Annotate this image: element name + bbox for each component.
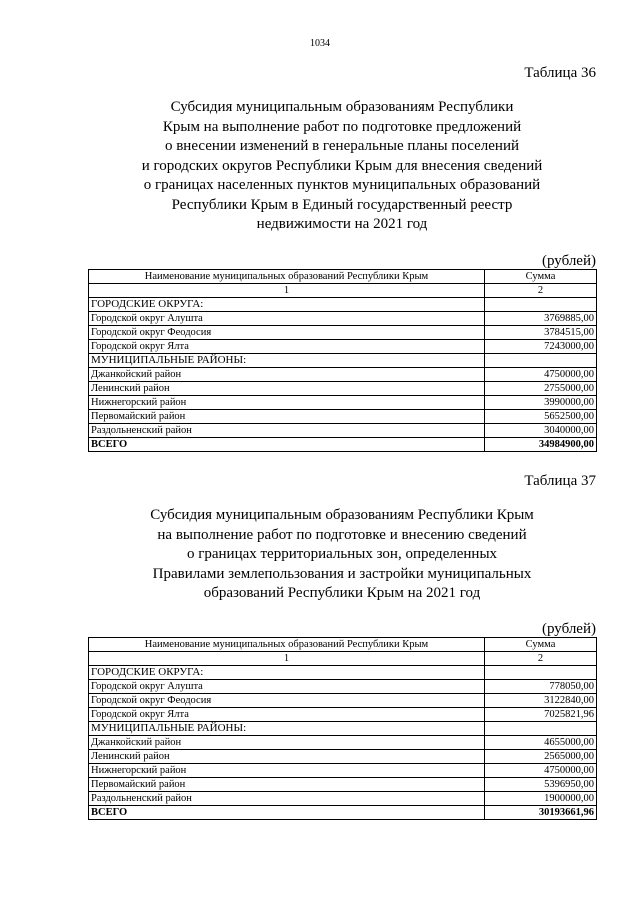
row-sum: 3122840,00 [485, 693, 597, 707]
page-number: 1034 [310, 38, 330, 49]
header-name: Наименование муниципальных образований Республики Крым [89, 269, 485, 283]
group-label: МУНИЦИПАЛЬНЫЕ РАЙОНЫ: [89, 353, 485, 367]
table-total-row [89, 437, 597, 451]
table-label: Таблица 37 [524, 473, 596, 489]
title-line: Республики Крым в Единый государственный реестр [171, 196, 513, 213]
empty-cell [485, 721, 597, 735]
column-number: 2 [485, 283, 597, 297]
title-line: недвижимости на 2021 год [256, 216, 428, 232]
row-name: Джанкойский район [89, 367, 485, 381]
data-table [88, 269, 597, 452]
empty-cell [485, 665, 597, 679]
table-row [89, 735, 597, 749]
title-line: Субсидия муниципальным образованиям Республики Крым [150, 507, 534, 523]
table-header-row [89, 637, 597, 651]
table-title [107, 506, 577, 604]
table-column-numbers-row [89, 283, 597, 297]
column-number: 2 [485, 651, 597, 665]
table-group-row [89, 721, 597, 735]
row-name: Первомайский район [89, 777, 485, 791]
row-name: Нижнегорский район [89, 395, 485, 409]
table-total-row [89, 805, 597, 819]
title-line: о границах территориальных зон, определенных [186, 546, 498, 562]
total-label: ВСЕГО [89, 805, 485, 819]
table-row [89, 409, 597, 423]
group-label: ГОРОДСКИЕ ОКРУГА: [89, 665, 485, 679]
header-sum: Сумма [485, 269, 597, 283]
column-number: 1 [89, 651, 485, 665]
table-row [89, 381, 597, 395]
row-sum: 3784515,00 [485, 325, 597, 339]
table-row [89, 339, 597, 353]
row-name: Ленинский район [89, 381, 485, 395]
row-sum: 778050,00 [485, 679, 597, 693]
title-line: и городских округов Республики Крым для внесения сведений [141, 157, 543, 174]
table-title [107, 98, 577, 235]
table-row [89, 423, 597, 437]
table-row [89, 749, 597, 763]
table-row [89, 763, 597, 777]
table-row [89, 325, 597, 339]
row-name: Городской округ Алушта [89, 679, 485, 693]
table-section-36 [88, 64, 596, 452]
table-group-row [89, 297, 597, 311]
row-sum: 5652500,00 [485, 409, 597, 423]
header-sum: Сумма [485, 637, 597, 651]
table-group-row [89, 353, 597, 367]
total-label: ВСЕГО [89, 437, 485, 451]
row-sum: 4655000,00 [485, 735, 597, 749]
units-label: (рублей) [541, 252, 596, 269]
row-name: Нижнегорский район [89, 763, 485, 777]
table-group-row [89, 665, 597, 679]
row-name: Городской округ Ялта [89, 707, 485, 721]
row-sum: 3990000,00 [485, 395, 597, 409]
row-sum: 1900000,00 [485, 791, 597, 805]
row-name: Раздольненский район [89, 423, 485, 437]
units-label: (рублей) [541, 620, 596, 637]
row-name: Джанкойский район [89, 735, 485, 749]
table-row [89, 777, 597, 791]
title-line: Крым на выполнение работ по подготовке предложений [162, 118, 522, 135]
table-column-numbers-row [89, 651, 597, 665]
table-row [89, 311, 597, 325]
title-line: образований Республики Крым на 2021 год [203, 585, 481, 601]
row-sum: 5396950,00 [485, 777, 597, 791]
empty-cell [485, 297, 597, 311]
table-label: Таблица 36 [524, 65, 596, 81]
total-sum: 34984900,00 [485, 437, 597, 451]
row-name: Раздольненский район [89, 791, 485, 805]
data-table [88, 637, 597, 820]
row-name: Городской округ Феодосия [89, 693, 485, 707]
title-line: о внесении изменений в генеральные планы поселений [164, 138, 520, 154]
header-name: Наименование муниципальных образований Республики Крым [89, 637, 485, 651]
row-sum: 3769885,00 [485, 311, 597, 325]
row-name: Городской округ Ялта [89, 339, 485, 353]
title-line: Правилами землепользования и застройки муниципальных [152, 565, 532, 582]
title-line: Субсидия муниципальным образованиям Республики [170, 99, 514, 115]
row-sum: 2565000,00 [485, 749, 597, 763]
row-sum: 7025821,96 [485, 707, 597, 721]
group-label: ГОРОДСКИЕ ОКРУГА: [89, 297, 485, 311]
row-sum: 4750000,00 [485, 367, 597, 381]
table-section-37 [88, 472, 596, 820]
title-line: на выполнение работ по подготовке и внесению сведений [157, 526, 527, 543]
column-number: 1 [89, 283, 485, 297]
table-row [89, 367, 597, 381]
row-name: Ленинский район [89, 749, 485, 763]
title-line: о границах населенных пунктов муниципальных образований [143, 177, 541, 193]
row-sum: 4750000,00 [485, 763, 597, 777]
row-sum: 3040000,00 [485, 423, 597, 437]
total-sum: 30193661,96 [485, 805, 597, 819]
table-header-row [89, 269, 597, 283]
row-name: Городской округ Феодосия [89, 325, 485, 339]
row-name: Городской округ Алушта [89, 311, 485, 325]
table-row [89, 679, 597, 693]
table-row [89, 707, 597, 721]
group-label: МУНИЦИПАЛЬНЫЕ РАЙОНЫ: [89, 721, 485, 735]
row-sum: 2755000,00 [485, 381, 597, 395]
table-row [89, 693, 597, 707]
table-row [89, 395, 597, 409]
row-name: Первомайский район [89, 409, 485, 423]
empty-cell [485, 353, 597, 367]
table-row [89, 791, 597, 805]
row-sum: 7243000,00 [485, 339, 597, 353]
